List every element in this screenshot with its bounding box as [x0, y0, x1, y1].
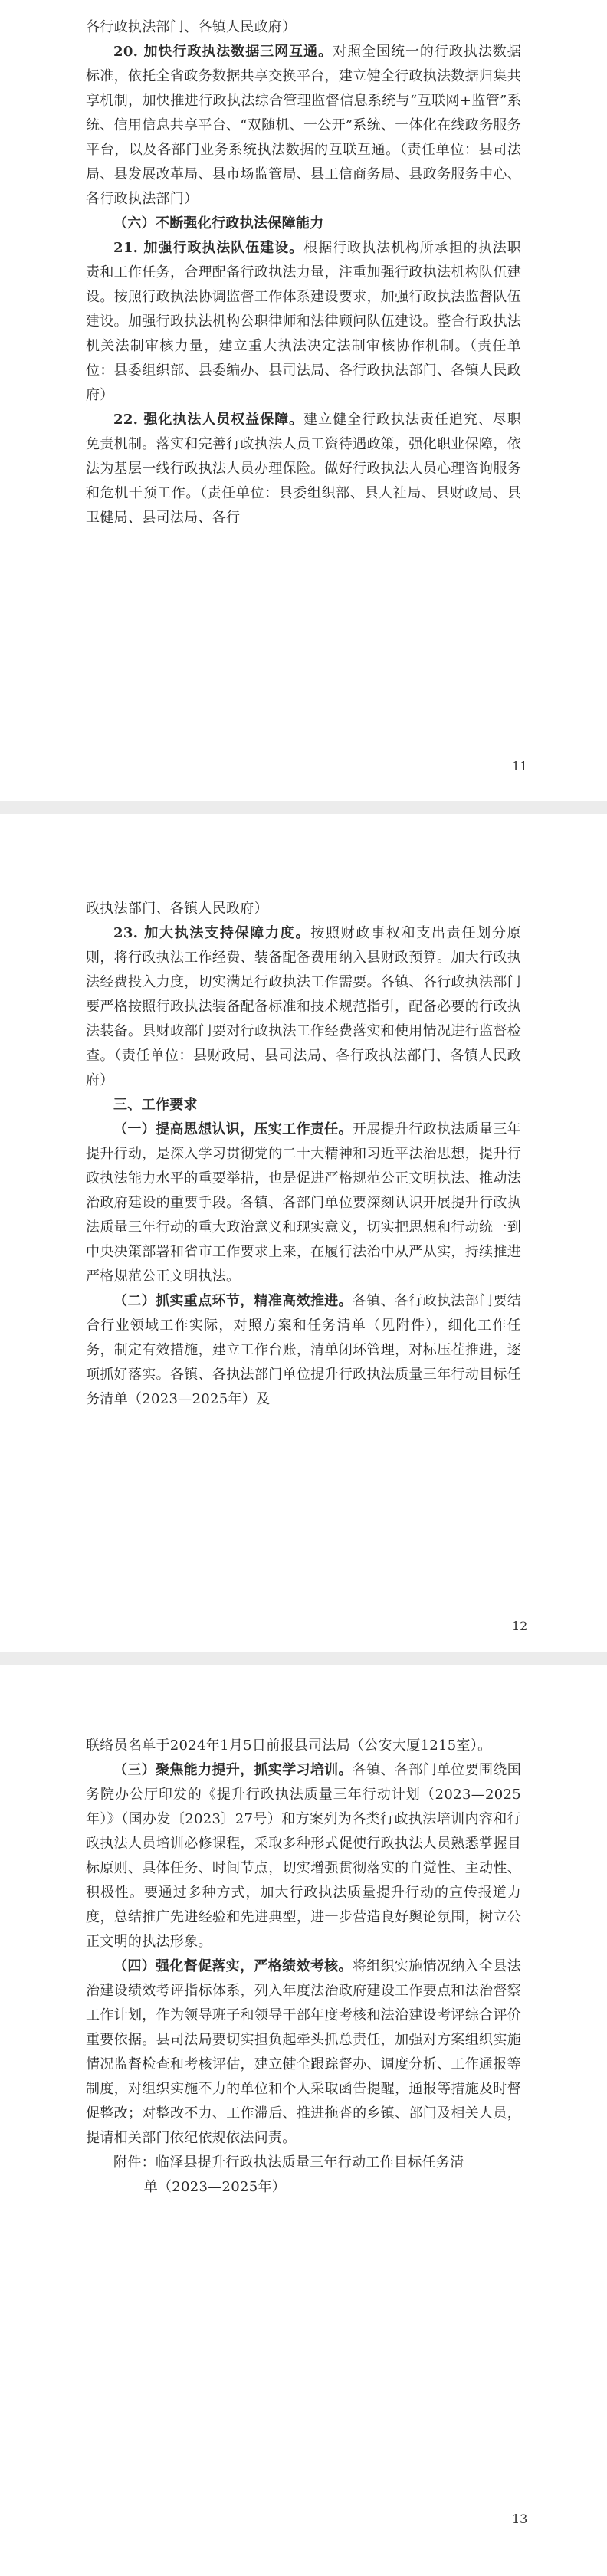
paragraph-text: 对照全国统一的行政执法数据标准，依托全省政务数据共享交换平台，建立健全行政执法数据归集共享机制，加快推进行政执法综合管理监督信息系统与“互联网+监管”系统、信用信息共享平台、“双随机、一公开”系统、一体化在线政务服务平台，以及各部门业务系统执法数据的互联互通。（责任单位：县司法局、县发展改革局、县市场监管局、县工信商务局、县政务服务中心、各行政执法部门） — [86, 44, 522, 207]
paragraph-lead: 23. 加大执法支持保障力度。 — [113, 925, 311, 941]
body-paragraph — [86, 921, 521, 1093]
body-paragraph — [86, 1734, 521, 1758]
page-number: 13 — [512, 2512, 528, 2526]
paragraph-text: 按照财政事权和支出责任划分原则，将行政执法工作经费、装备配备费用纳入县财政预算。加大行政执法经费投入力度，切实满足行政执法工作需要。各镇、各行政执法部门要严格按照行政执法装备配备标准和技术规范指引，配备必要的行政执法装备。县财政部门要对行政执法工作经费落实和使用情况进行监督检查。（责任单位：县财政局、县司法局、各行政执法部门、各镇人民政府） — [86, 925, 521, 1088]
paragraph-text: 根据行政执法机构所承担的执法职责和工作任务，合理配备行政执法力量，注重加强行政执法机构队伍建设。按照行政执法协调监督工作体系建设要求，加强行政执法监督队伍建设。加强行政执法机构公职律师和法律顾问队伍建设。整合行政执法机关法制审核力量，建立重大执法决定法制审核协作机制。（责任单位：县委组织部、县委编办、县司法局、各行政执法部门、各镇人民政府） — [86, 240, 521, 403]
paragraph-text: 政执法部门、各镇人民政府） — [86, 901, 268, 917]
document-page-12 — [0, 814, 607, 1652]
document-page-13 — [0, 1665, 607, 2576]
body-paragraph — [86, 1289, 521, 1412]
paragraph-lead: （一）提高思想认识，压实工作责任。 — [113, 1121, 353, 1137]
paragraph-text: 各行政执法部门、各镇人民政府） — [86, 19, 297, 35]
body-paragraph — [86, 1117, 521, 1289]
attachment-note — [86, 2151, 521, 2175]
page-body — [86, 15, 521, 530]
body-paragraph — [86, 40, 521, 212]
paragraph-lead: （二）抓实重点环节，精准高效推进。 — [113, 1293, 353, 1309]
paragraph-text: 联络员名单于2024年1月5日前报县司法局（公安大厦1215室）。 — [86, 1738, 492, 1754]
body-paragraph — [86, 1758, 521, 1954]
body-paragraph — [86, 15, 521, 40]
page-number: 11 — [512, 759, 528, 773]
page-number: 12 — [512, 1619, 528, 1633]
section-heading: （六）不断强化行政执法保障能力 — [113, 215, 324, 231]
page-body — [86, 897, 521, 1412]
paragraph-lead: 20. 加快行政执法数据三网互通。 — [113, 44, 333, 60]
paragraph-text: 将组织实施情况纳入全县法治建设绩效考评指标体系，列入年度法治政府建设工作要点和法治督察工作计划，作为领导班子和领导干部年度考核和法治建设考评综合评价重要依据。县司法局要切实担负起牵头抓总责任，加强对方案组织实施情况监督检查和考核评估，建立健全跟踪督办、调度分析、工作通报等制度，对组织实施不力的单位和个人采取函告提醒，通报等措施及时督促整改；对整改不力、工作滞后、推进拖沓的乡镇、部门及相关人员，提请相关部门依纪依规依法问责。 — [86, 1958, 521, 2146]
section-heading: 三、工作要求 — [113, 1097, 198, 1113]
attachment-label: 附件： — [113, 2154, 156, 2171]
paragraph-lead: （三）聚焦能力提升，抓实学习培训。 — [113, 1762, 353, 1778]
paragraph-lead: 21. 加强行政执法队伍建设。 — [113, 240, 304, 256]
paragraph-text: 各镇、各行政执法部门要结合行业领域工作实际，对照方案和任务清单（见附件），细化工作任务，制定有效措施，建立工作台账，清单闭环管理，对标压茬推进，逐项抓好落实。各镇、各执法部门单位提升行政执法质量三年行动目标任务清单（2023—2025年）及 — [86, 1293, 521, 1407]
attachment-title-continued: 单（2023—2025年） — [143, 2179, 287, 2195]
paragraph-lead: 22. 强化执法人员权益保障。 — [113, 412, 304, 428]
attachment-title: 临泽县提升行政执法质量三年行动工作目标任务清 — [155, 2154, 464, 2171]
page-body — [86, 1734, 521, 2200]
paragraph-text: 开展提升行政执法质量三年提升行动，是深入学习贯彻党的二十大精神和习近平法治思想，提升行政执法能力水平的重要举措，也是促进严格规范公正文明执法、推动法治政府建设的重要手段。各镇、各部门单位要深刻认识开展提升行政执法质量三年行动的重大政治意义和现实意义，切实把思想和行动统一到中央决策部署和省市工作要求上来，在履行法治中从严从实，持续推进严格规范公正文明执法。 — [86, 1121, 521, 1285]
paragraph-text: 建立健全行政执法责任追究、尽职免责机制。落实和完善行政执法人员工资待遇政策，强化职业保障，依法为基层一线行政执法人员办理保险。做好行政执法人员心理咨询服务和危机干预工作。（责任单位：县委组织部、县人社局、县财政局、县卫健局、县司法局、各行 — [86, 412, 521, 526]
body-paragraph — [86, 1954, 521, 2151]
body-paragraph — [86, 897, 521, 921]
paragraph-lead: （四）强化督促落实，严格绩效考核。 — [113, 1958, 353, 1974]
paragraph-text: 各镇、各部门单位要围绕国务院办公厅印发的《提升行政执法质量三年行动计划（2023—2025年）》（国办发〔2023〕27号）和方案列为各类行政执法培训内容和行政执法人员培训必修课程，采取多种形式促使行政执法人员熟悉掌握目标原则、具体任务、时间节点，切实增强贯彻落实的自觉性、主动性、积极性。要通过多种方式，加大行政执法质量提升行动的宣传报道力度，总结推广先进经验和先进典型，进一步营造良好舆论氛围，树立公正文明的执法形象。 — [86, 1762, 521, 1950]
document-page-11 — [0, 0, 607, 801]
body-paragraph — [86, 236, 521, 408]
body-paragraph — [86, 408, 521, 530]
